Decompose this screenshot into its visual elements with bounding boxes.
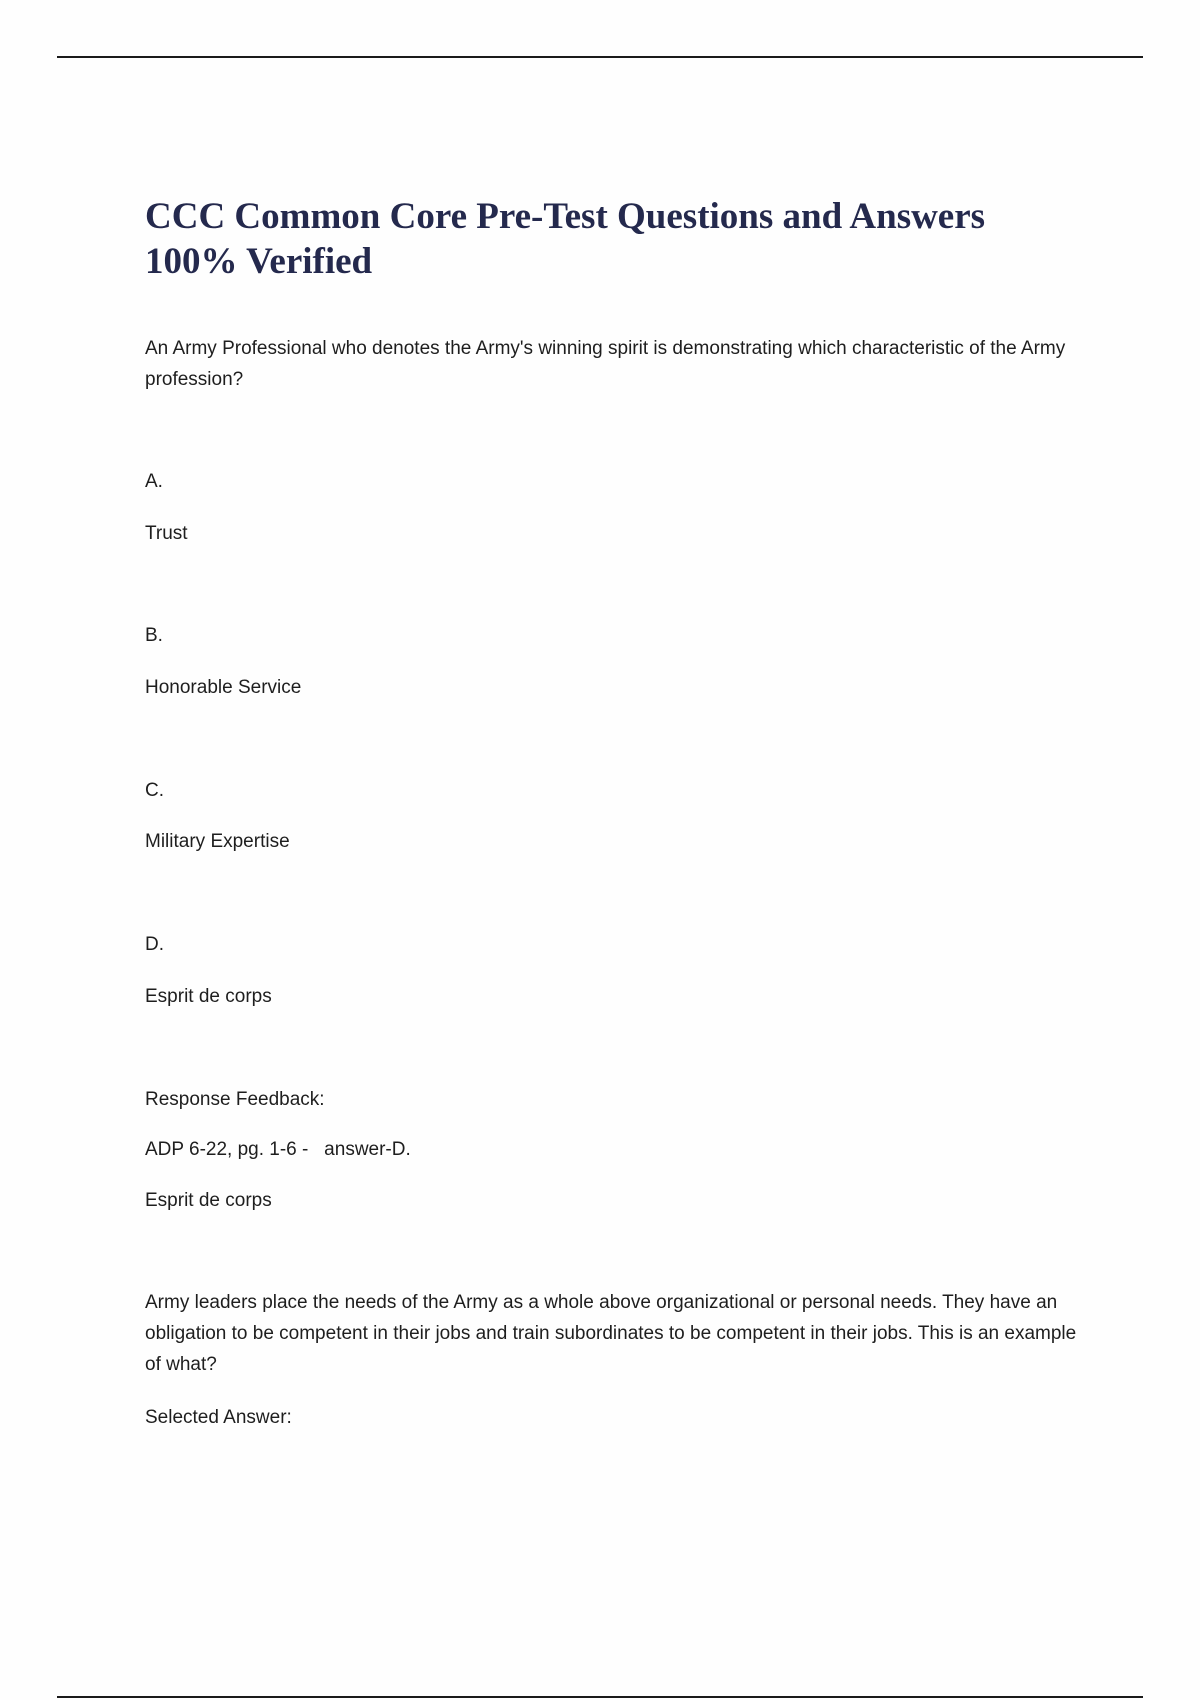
option-c-text: Military Expertise bbox=[145, 831, 290, 852]
document-title: CCC Common Core Pre-Test Questions and Answers 100% Verified bbox=[145, 196, 986, 282]
answer-reference: ADP 6-22, pg. 1-6 - answer-D. bbox=[145, 1139, 411, 1160]
option-a-letter: A. bbox=[145, 471, 163, 492]
selected-answer-label: Selected Answer: bbox=[145, 1407, 292, 1428]
response-feedback-label: Response Feedback: bbox=[145, 1089, 325, 1110]
option-c-letter: C. bbox=[145, 780, 164, 801]
option-b-letter: B. bbox=[145, 625, 163, 646]
correct-answer-text: Esprit de corps bbox=[145, 1190, 272, 1211]
question-2-prompt: Army leaders place the needs of the Army as a whole above organizational or personal needs. They have an obligation to be competent in their jobs and train subordinates to be competent in their jobs. This is an example of what? bbox=[145, 1292, 1082, 1375]
option-b-text: Honorable Service bbox=[145, 677, 302, 698]
question-1-prompt: An Army Professional who denotes the Army's winning spirit is demonstrating which characteristic of the Army profession? bbox=[145, 338, 1071, 390]
top-rule bbox=[57, 56, 1143, 58]
option-d-text: Esprit de corps bbox=[145, 986, 272, 1007]
option-d-letter: D. bbox=[145, 934, 164, 955]
option-a-text: Trust bbox=[145, 523, 188, 544]
bottom-rule bbox=[57, 1696, 1143, 1698]
